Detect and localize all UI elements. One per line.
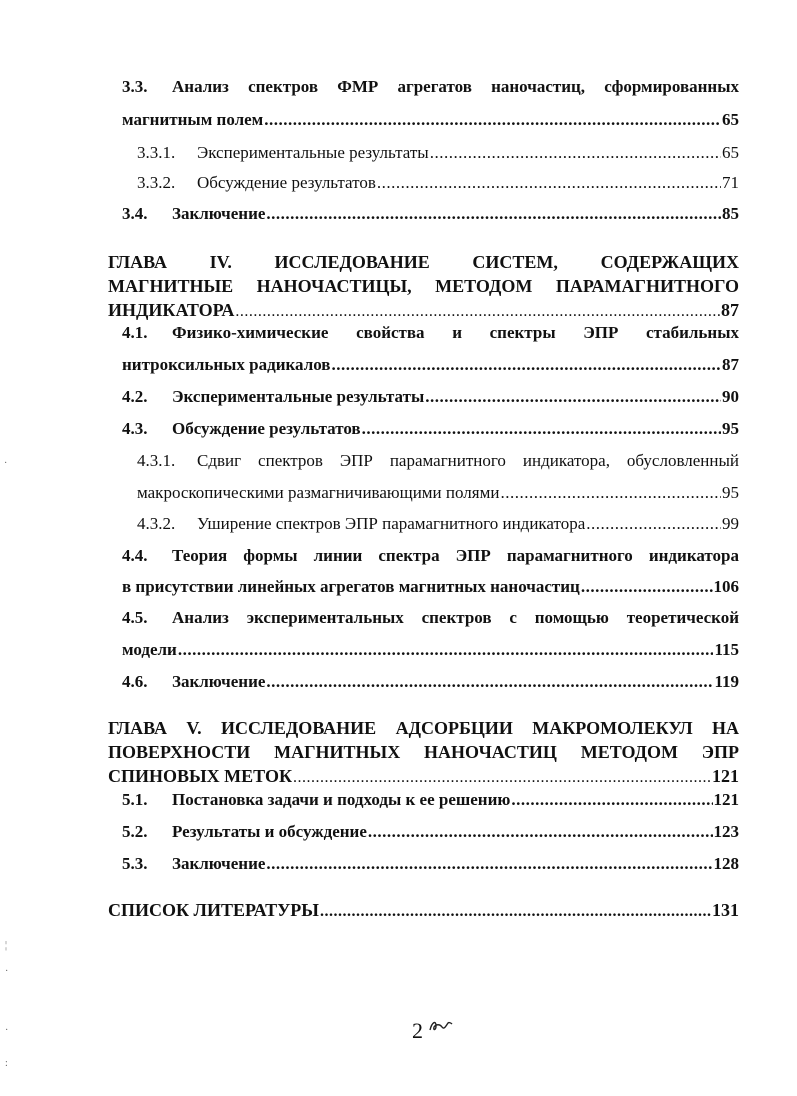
toc-number: 4.5. (122, 608, 148, 627)
toc-title-line1: Физико-химические свойства и спектры ЭПР стабильных (172, 323, 739, 342)
toc-entry-4-3[interactable] (122, 419, 739, 439)
toc-entry-4-3-2[interactable] (137, 514, 739, 534)
toc-entry-3-3-1[interactable] (137, 143, 739, 163)
toc-title-line1: Анализ экспериментальных спектров с помощью теоретической (172, 608, 739, 627)
toc-number: 4.3.1. (137, 451, 176, 470)
toc-number: 5.3. (122, 854, 148, 873)
toc-entry-3-3-2[interactable] (137, 173, 739, 193)
toc-number: 5.1. (122, 790, 148, 809)
toc-entry-4-1-line2[interactable] (122, 355, 739, 375)
toc-title-line2: модели (122, 640, 177, 659)
toc-page: 71 (722, 173, 739, 192)
page-number (412, 1018, 454, 1044)
dot-leader (425, 387, 721, 407)
toc-page: 87 (721, 300, 739, 320)
toc-page: 95 (722, 419, 739, 438)
chapter-title-line2: МАГНИТНЫЕ НАНОЧАСТИЦЫ, МЕТОДОМ ПАРАМАГНИТНОГО (108, 276, 739, 296)
toc-title-line1: Сдвиг спектров ЭПР парамагнитного индикатора, обусловленный (197, 451, 739, 470)
toc-page: 128 (713, 854, 739, 873)
toc-number: 3.3. (122, 77, 148, 96)
toc-page: 90 (722, 387, 739, 406)
dot-leader (293, 766, 711, 790)
dot-leader (586, 514, 721, 534)
chapter-title-line3: СПИНОВЫХ МЕТОК (108, 766, 292, 786)
toc-page: 131 (712, 900, 739, 920)
toc-number: 3.3.2. (137, 173, 176, 192)
toc-entry-4-5[interactable] (122, 608, 739, 628)
toc-title: Экспериментальные результаты (197, 143, 429, 162)
dot-leader (320, 903, 711, 921)
scan-speck: : (5, 1058, 8, 1069)
toc-entry-5-2[interactable] (122, 822, 739, 842)
handwritten-mark-icon (428, 1018, 454, 1034)
toc-page: 106 (713, 577, 739, 596)
toc-title-line2: в присутствии линейных агрегатов магнитных наночастиц (122, 577, 580, 596)
toc-page: 121 (712, 766, 739, 786)
toc-page: 119 (714, 672, 739, 691)
toc-entry-5-3[interactable] (122, 854, 739, 874)
toc-title: Обсуждение результатов (197, 173, 376, 192)
dot-leader (362, 419, 721, 439)
scan-speck: · (5, 1025, 9, 1036)
dot-leader (235, 300, 720, 324)
toc-number: 4.2. (122, 387, 148, 406)
toc-number: 4.6. (122, 672, 148, 691)
dot-leader (377, 173, 721, 193)
toc-entry-3-4[interactable] (122, 204, 739, 224)
toc-page: 123 (713, 822, 739, 841)
dot-leader (264, 110, 721, 130)
dot-leader (332, 355, 722, 375)
dot-leader (266, 672, 713, 692)
toc-entry-4-3-1-line2[interactable] (137, 483, 739, 503)
toc-entry-3-3-line2[interactable] (122, 110, 739, 130)
toc-title-line2: магнитным полем (122, 110, 264, 129)
toc-page: 115 (714, 640, 739, 659)
dot-leader (511, 790, 712, 810)
toc-title-line2: нитроксильных радикалов (122, 355, 331, 374)
toc-page: 87 (722, 355, 739, 374)
toc-title: Заключение (172, 204, 266, 223)
dot-leader (178, 640, 714, 660)
toc-number: 4.3. (122, 419, 148, 438)
toc-entry-5-1[interactable] (122, 790, 739, 810)
dot-leader (581, 577, 713, 597)
toc-title-line1: Теория формы линии спектра ЭПР парамагнитного индикатора (172, 546, 739, 565)
toc-title: Уширение спектров ЭПР парамагнитного индикатора (197, 514, 586, 533)
toc-entry-4-1[interactable] (122, 323, 739, 343)
chapter-title-line1: ГЛАВА V. ИССЛЕДОВАНИЕ АДСОРБЦИИ МАКРОМОЛЕКУЛ НА (108, 718, 739, 738)
toc-chapter-4[interactable] (108, 250, 739, 324)
toc-page: 99 (722, 514, 739, 533)
toc-page: 85 (722, 204, 739, 223)
dot-leader (430, 143, 721, 163)
toc-chapter-5[interactable] (108, 716, 739, 790)
toc-title: СПИСОК ЛИТЕРАТУРЫ (108, 900, 319, 920)
chapter-title-line2: ПОВЕРХНОСТИ МАГНИТНЫХ НАНОЧАСТИЦ МЕТОДОМ ЭПР (108, 742, 739, 762)
toc-page: 121 (713, 790, 739, 809)
toc-title: Экспериментальные результаты (172, 387, 425, 406)
toc-title: Результаты и обсуждение (172, 822, 367, 841)
toc-entry-4-4-line2[interactable] (122, 577, 739, 597)
toc-references[interactable] (108, 900, 739, 921)
toc-title: Заключение (172, 672, 266, 691)
toc-entry-4-4[interactable] (122, 546, 739, 566)
scan-speck: ¦ (5, 940, 8, 951)
scan-speck: · (4, 458, 8, 469)
chapter-title-line3: ИНДИКАТОРА (108, 300, 235, 320)
page-number-text: 2 (412, 1018, 423, 1043)
toc-page: 65 (722, 110, 739, 129)
dot-leader (500, 483, 721, 503)
toc-entry-4-3-1[interactable] (137, 451, 739, 471)
toc-title: Обсуждение результатов (172, 419, 361, 438)
toc-number: 3.3.1. (137, 143, 176, 162)
toc-entry-4-5-line2[interactable] (122, 640, 739, 660)
toc-entry-4-2[interactable] (122, 387, 739, 407)
toc-title-line2: макроскопическими размагничивающими полями (137, 483, 500, 502)
toc-number: 5.2. (122, 822, 148, 841)
toc-entry-3-3[interactable] (122, 77, 739, 97)
toc-number: 4.3.2. (137, 514, 176, 533)
toc-title-line1: Анализ спектров ФМР агрегатов наночастиц, сформированных (172, 77, 739, 96)
toc-number: 4.4. (122, 546, 148, 565)
toc-title: Заключение (172, 854, 266, 873)
dot-leader (266, 854, 712, 874)
chapter-title-line1: ГЛАВА IV. ИССЛЕДОВАНИЕ СИСТЕМ, СОДЕРЖАЩИХ (108, 252, 739, 272)
toc-title: Постановка задачи и подходы к ее решению (172, 790, 511, 809)
toc-number: 3.4. (122, 204, 148, 223)
scan-speck: · (5, 966, 9, 977)
toc-page: 65 (722, 143, 739, 162)
toc-number: 4.1. (122, 323, 148, 342)
toc-page: 95 (722, 483, 739, 502)
toc-entry-4-6[interactable] (122, 672, 739, 692)
dot-leader (266, 204, 721, 224)
dot-leader (368, 822, 713, 842)
